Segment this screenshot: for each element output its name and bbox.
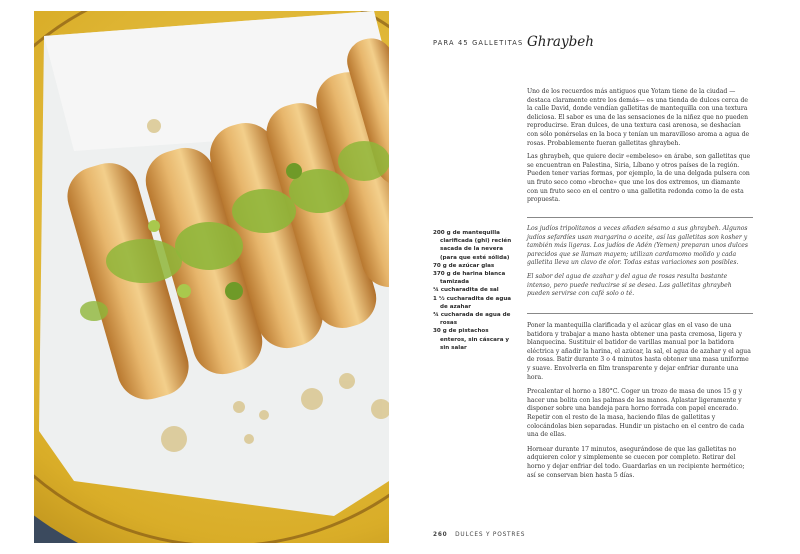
section-name: DULCES Y POSTRES [455, 532, 526, 538]
page-number: 260 [433, 532, 448, 538]
variations-note [527, 225, 753, 304]
recipe-title: Ghraybeh [527, 34, 594, 50]
method-step: Poner la mantequilla clarificada y el azúcar glas en el vaso de una batidora y trabajar a mano hasta obtener una pasta cremosa, ligera y blanquecina. Sustituir el batidor de varillas manual por la batidora eléctrica y añadir la harina, el azúcar, la sal, el agua de azahar y el agua de rosas. Batir durante 3 o 4 minutos hasta obtener una masa uniforme y suave. Envolverla en film transparente y dejar enfriar durante una hora. [527, 322, 751, 381]
divider-rule [527, 217, 753, 218]
pastry-plate-illustration [34, 11, 389, 543]
ingredient-item: 1 ½ cucharadita de agua de azahar [433, 295, 512, 310]
intro-text [527, 88, 753, 210]
ingredients-list [433, 229, 515, 352]
method-step: Precalentar el horno a 180°C. Coger un trozo de masa de unos 15 g y hacer una bolita con las palmas de las manos. Aplastar ligeramente y disponer sobre una bandeja para horno forrada con papel encerado. Repetir con el resto de la masa, haciendo filas de galletitas y colocándolas bien separadas. Hundir un pistacho en el centro de cada una de ellas. [527, 388, 745, 439]
ingredient-item: 70 g de azúcar glas [433, 262, 495, 269]
method-steps [527, 322, 753, 486]
method-step: Hornear durante 17 minutos, asegurándose de que las galletitas no adquieren color y simplemente se cuecen por completo. Retirar del horno y dejar enfriar del todo. Guardarlas en un recipiente hermético; así se conservan bien hasta 5 días. [527, 445, 745, 479]
note-paragraph: Los judíos tripolitanos a veces añaden sésamo a sus ghraybeh. Algunos judíos sefardíes usan margarina o aceite, así las galletitas son kosher y también más ligeras. Los judíos de Adén (Yemen) preparan unos dulces parecidos que se llaman mayem; utilizan cardamomo molido y cada galletita lleva un clavo de olor. Todas estas variaciones son posibles. [527, 225, 748, 267]
page-footer [433, 532, 525, 538]
ingredient-item: ¾ cucharada de agua de rosas [433, 312, 511, 327]
food-photo [34, 11, 389, 543]
note-paragraph: El sabor del agua de azahar y del agua de rosas resulta bastante intenso, pero puede reducirse si se desea. Las galletitas ghraybeh pueden servirse con café solo o té. [527, 272, 732, 298]
ingredient-item: 30 g de pistachos enteros, sin cáscara y sin salar [433, 328, 510, 351]
intro-paragraph: Uno de los recuerdos más antiguos que Yotam tiene de la ciudad —destaca claramente entre los demás— es una tienda de dulces cerca de la calle David, donde vendían galletitas de mantequilla con una textura deliciosa. El sabor es una de las sensaciones de la niñez que no pueden reproducirse. Eran dulces, de una textura casi arenosa, se deshacían con sólo ponérselas en la boca y tenían un maravilloso aroma a agua de rosas. Probablemente fueran galletitas ghraybeh. [527, 88, 750, 147]
recipe-yield: PARA 45 GALLETITAS [433, 39, 524, 47]
ingredient-item: 370 g de harina blanca tamizada [433, 271, 506, 286]
divider-rule [527, 313, 753, 314]
ingredient-item: 200 g de mantequilla clarificada (ghi) recién sacada de la nevera (para que esté sólida) [433, 230, 512, 261]
ingredient-item: ¼ cucharadita de sal [433, 287, 499, 294]
intro-paragraph: Las ghraybeh, que quiere decir «embeleso» en árabe, son galletitas que se encuentran en Palestina, Siria, Líbano y otros países de la región. Pueden tener varias formas, por ejemplo, la de una delgada pulsera con un fruto seco como «broche» que une los dos extremos, un diamante con un fruto seco en el centro o una galletita redonda como la de esta propuesta. [527, 153, 751, 204]
